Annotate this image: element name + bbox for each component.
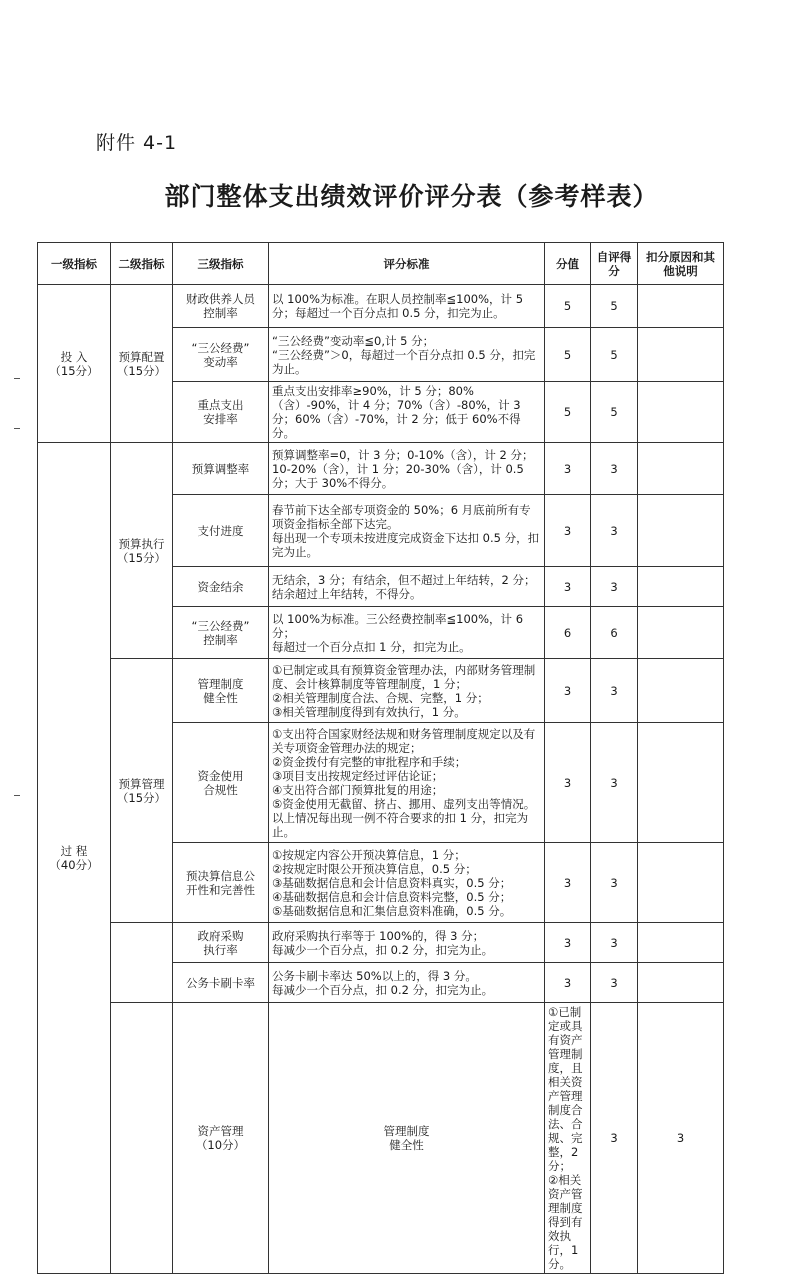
value-cell: 3 bbox=[545, 443, 591, 495]
header-criteria: 评分标准 bbox=[269, 243, 545, 285]
note-cell bbox=[638, 963, 724, 1003]
self-score-cell: 3 bbox=[591, 923, 638, 963]
criteria-cell: 重点支出安排率≥90%，计 5 分；80%（含）-90%，计 4 分；70%（含）-80%，计 3 分；60%（含）-70%，计 2 分；低于 60%不得分。 bbox=[269, 382, 545, 443]
note-cell bbox=[638, 567, 724, 607]
table-row bbox=[38, 923, 724, 963]
table-row bbox=[38, 443, 724, 495]
indicator-cell: 管理制度 健全性 bbox=[173, 659, 269, 723]
indicator-cell: 预决算信息公 开性和完善性 bbox=[173, 843, 269, 923]
note-cell bbox=[638, 607, 724, 659]
level1-process: 过 程 （40分） bbox=[38, 443, 111, 1274]
indicator-cell: 资金使用 合规性 bbox=[173, 723, 269, 843]
value-cell: 3 bbox=[545, 495, 591, 567]
value-cell: 6 bbox=[545, 607, 591, 659]
criteria-cell: 政府采购执行率等于 100%的，得 3 分； 每减少一个百分点，扣 0.2 分，扣完为止。 bbox=[269, 923, 545, 963]
table-row bbox=[38, 1003, 724, 1274]
self-score-cell: 3 bbox=[591, 495, 638, 567]
header-value: 分值 bbox=[545, 243, 591, 285]
table-header-row bbox=[38, 243, 724, 285]
note-cell bbox=[638, 382, 724, 443]
indicator-cell: 财政供养人员 控制率 bbox=[173, 285, 269, 328]
level2-budget-config: 预算配置 （15分） bbox=[111, 285, 173, 443]
note-cell bbox=[638, 843, 724, 923]
note-cell bbox=[638, 443, 724, 495]
criteria-cell: “三公经费”变动率≦0,计 5 分； “三公经费”＞0，每超过一个百分点扣 0.5 分，扣完为止。 bbox=[269, 328, 545, 382]
header-note: 扣分原因和其他说明 bbox=[638, 243, 724, 285]
level1-input: 投 入 （15分） bbox=[38, 285, 111, 443]
value-cell: 3 bbox=[545, 567, 591, 607]
table-row bbox=[38, 659, 724, 723]
note-cell bbox=[638, 923, 724, 963]
indicator-cell: 预算调整率 bbox=[173, 443, 269, 495]
attachment-label: 附件 4-1 bbox=[96, 132, 178, 154]
self-score-cell: 3 bbox=[591, 659, 638, 723]
level2-budget-exec: 预算执行 （15分） bbox=[111, 443, 173, 659]
indicator-cell: 支付进度 bbox=[173, 495, 269, 567]
level2-budget-mgmt: 预算管理 （15分） bbox=[111, 659, 173, 923]
header-level1: 一级指标 bbox=[38, 243, 111, 285]
header-level3: 三级指标 bbox=[173, 243, 269, 285]
indicator-cell: “三公经费” 变动率 bbox=[173, 328, 269, 382]
value-cell: 5 bbox=[545, 382, 591, 443]
level2-blank bbox=[111, 923, 173, 1003]
note-cell bbox=[638, 285, 724, 328]
indicator-cell: “三公经费” 控制率 bbox=[173, 607, 269, 659]
header-self-score: 自评得分 bbox=[591, 243, 638, 285]
level2-asset-mgmt: 资产管理 （10分） bbox=[173, 1003, 269, 1274]
criteria-cell: ①按规定内容公开预决算信息，1 分； ②按规定时限公开预决算信息，0.5 分； ③基础数据信息和会计信息资料真实，0.5 分； ④基础数据信息和会计信息资料完整，0.5 分； ⑤基础数据信息和汇集信息资料准确，0.5 分。 bbox=[269, 843, 545, 923]
self-score-cell: 3 bbox=[591, 567, 638, 607]
criteria-cell: 春节前下达全部专项资金的 50%；6 月底前所有专项资金指标全部下达完。 每出现一个专项未按进度完成资金下达扣 0.5 分，扣完为止。 bbox=[269, 495, 545, 567]
note-cell bbox=[638, 495, 724, 567]
indicator-cell: 公务卡刷卡率 bbox=[173, 963, 269, 1003]
indicator-cell: 重点支出 安排率 bbox=[173, 382, 269, 443]
criteria-cell: ①已制定或具有资产管理制度，且相关资产管理制度合法、合规、完整，2 分； ②相关资产管理制度得到有效执行，1 分。 bbox=[545, 1003, 591, 1274]
self-score-cell: 5 bbox=[591, 285, 638, 328]
table-row bbox=[38, 285, 724, 328]
self-score-cell: 3 bbox=[638, 1003, 724, 1274]
value-cell: 3 bbox=[545, 923, 591, 963]
indicator-cell: 管理制度 健全性 bbox=[269, 1003, 545, 1274]
criteria-cell: 无结余，3 分；有结余，但不超过上年结转，2 分；结余超过上年结转，不得分。 bbox=[269, 567, 545, 607]
criteria-cell: ①已制定或具有预算资金管理办法，内部财务管理制度、会计核算制度等管理制度，1 分； ②相关管理制度合法、合规、完整，1 分； ③相关管理制度得到有效执行，1 分。 bbox=[269, 659, 545, 723]
criteria-cell: 公务卡刷卡率达 50%以上的，得 3 分。 每减少一个百分点，扣 0.2 分，扣完为止。 bbox=[269, 963, 545, 1003]
criteria-cell: 以 100%为标准。三公经费控制率≦100%，计 6 分； 每超过一个百分点扣 1 分，扣完为止。 bbox=[269, 607, 545, 659]
score-table bbox=[37, 242, 724, 1274]
header-level2: 二级指标 bbox=[111, 243, 173, 285]
self-score-cell: 3 bbox=[591, 843, 638, 923]
indicator-cell: 政府采购 执行率 bbox=[173, 923, 269, 963]
value-cell: 3 bbox=[545, 723, 591, 843]
margin-mark bbox=[14, 795, 20, 796]
note-cell bbox=[638, 328, 724, 382]
note-cell bbox=[638, 723, 724, 843]
self-score-cell: 3 bbox=[591, 723, 638, 843]
note-cell bbox=[638, 659, 724, 723]
value-cell: 3 bbox=[545, 843, 591, 923]
self-score-cell: 5 bbox=[591, 382, 638, 443]
value-cell: 3 bbox=[545, 659, 591, 723]
indicator-cell: 资金结余 bbox=[173, 567, 269, 607]
value-cell: 3 bbox=[591, 1003, 638, 1274]
criteria-cell: 以 100%为标准。在职人员控制率≦100%，计 5 分；每超过一个百分点扣 0.5 分，扣完为止。 bbox=[269, 285, 545, 328]
value-cell: 5 bbox=[545, 285, 591, 328]
level1-blank bbox=[111, 1003, 173, 1274]
self-score-cell: 3 bbox=[591, 963, 638, 1003]
margin-mark bbox=[14, 428, 20, 429]
page-title: 部门整体支出绩效评价评分表（参考样表） bbox=[164, 182, 659, 211]
value-cell: 5 bbox=[545, 328, 591, 382]
criteria-cell: ①支出符合国家财经法规和财务管理制度规定以及有关专项资金管理办法的规定； ②资金拨付有完整的审批程序和手续； ③项目支出按规定经过评估论证； ④支出符合部门预算批复的用途； ⑤资金使用无截留、挤占、挪用、虚列支出等情况。 以上情况每出现一例不符合要求的扣 1 分，扣完为止。 bbox=[269, 723, 545, 843]
margin-mark bbox=[14, 378, 20, 379]
criteria-cell: 预算调整率=0，计 3 分；0-10%（含），计 2 分；10-20%（含），计 1 分；20-30%（含），计 0.5 分；大于 30%不得分。 bbox=[269, 443, 545, 495]
value-cell: 3 bbox=[545, 963, 591, 1003]
self-score-cell: 3 bbox=[591, 443, 638, 495]
self-score-cell: 6 bbox=[591, 607, 638, 659]
self-score-cell: 5 bbox=[591, 328, 638, 382]
